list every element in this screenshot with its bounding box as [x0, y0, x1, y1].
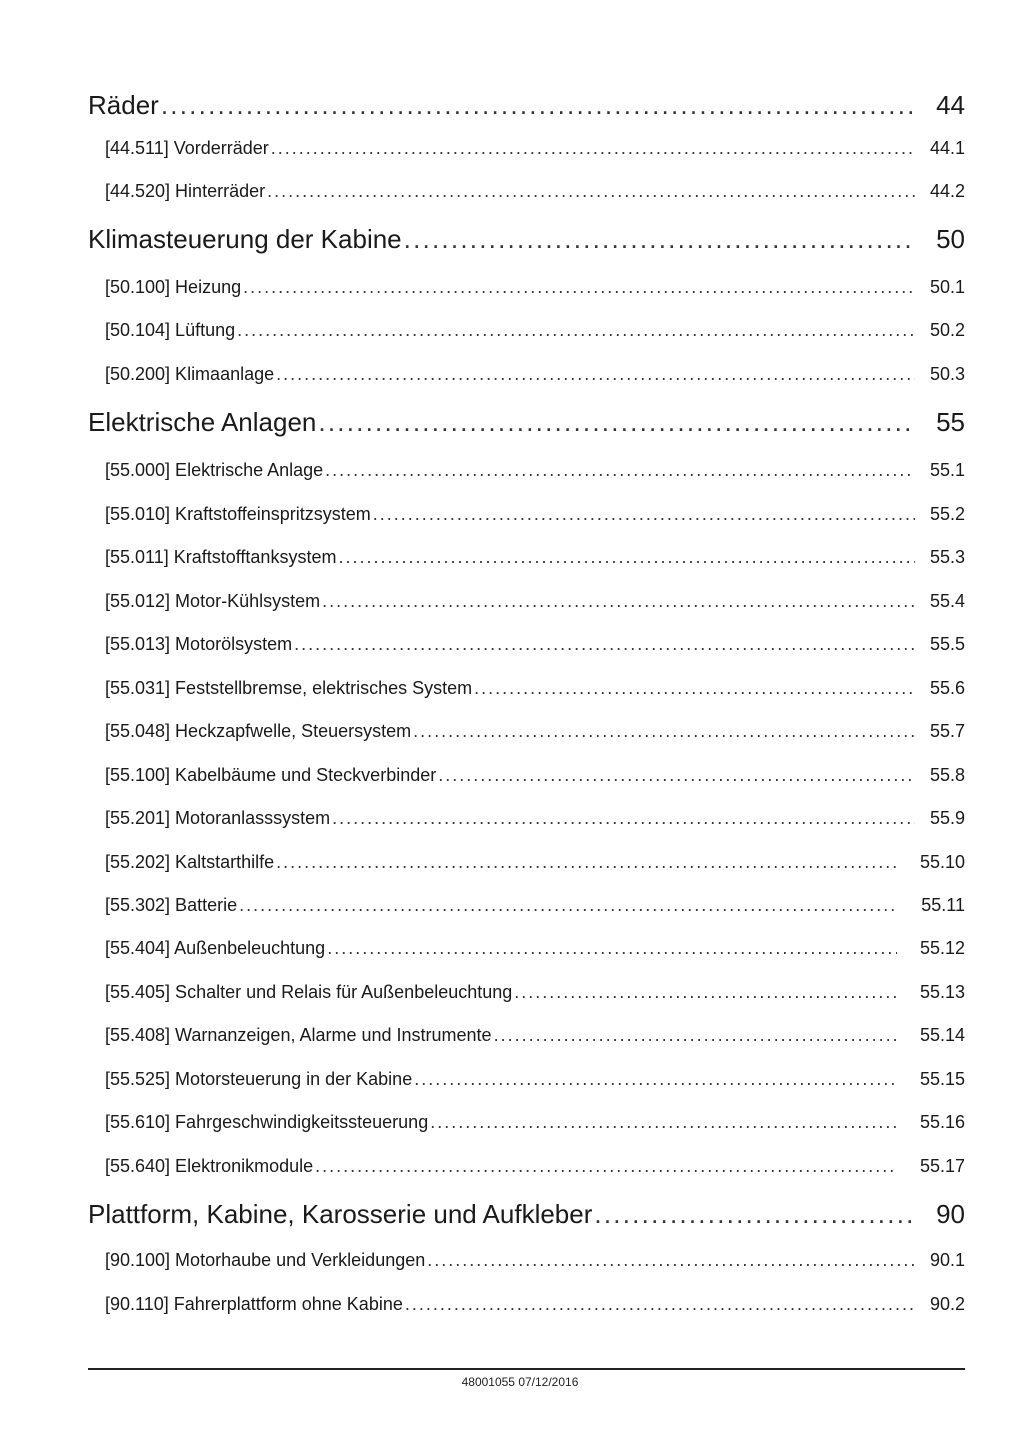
toc-page: 44.2 — [929, 181, 965, 201]
toc-label: [55.610] Fahrgeschwindigkeitssteuerung — [105, 1112, 429, 1132]
toc-page: 55.16 — [919, 1112, 965, 1132]
toc-label: [50.200] Klimaanlage — [105, 364, 275, 384]
toc-page: 55.3 — [929, 547, 965, 567]
toc-item[interactable] — [88, 547, 965, 568]
toc-leader-dots — [294, 634, 915, 655]
toc-label: [55.013] Motorölsystem — [105, 634, 293, 654]
footer-document-id: 48001055 07/12/2016 — [461, 1375, 579, 1389]
toc-page: 55.10 — [919, 852, 965, 872]
toc-leader-dots — [325, 460, 915, 481]
toc-section[interactable] — [88, 407, 965, 438]
toc-page: 55 — [936, 407, 965, 437]
toc-label: Plattform, Kabine, Karosserie und Aufkleber — [88, 1199, 593, 1229]
toc-leader-dots — [271, 138, 915, 159]
toc-section[interactable] — [88, 90, 965, 121]
toc-leader-dots — [474, 678, 915, 699]
toc-page: 44.1 — [929, 138, 965, 158]
toc-leader-dots — [237, 320, 915, 341]
toc-leader-dots — [405, 1294, 915, 1315]
toc-item[interactable] — [88, 1025, 965, 1046]
toc-item[interactable] — [88, 1250, 965, 1271]
toc-label: [50.100] Heizung — [105, 277, 242, 297]
toc-page: 55.2 — [929, 504, 965, 524]
toc-leader-dots — [276, 364, 915, 385]
toc-item[interactable] — [88, 320, 965, 341]
toc-label: Klimasteuerung der Kabine — [88, 224, 402, 254]
toc-section[interactable] — [88, 224, 965, 255]
toc-label: [90.100] Motorhaube und Verkleidungen — [105, 1250, 426, 1270]
toc-page: 55.6 — [929, 678, 965, 698]
toc-leader-dots — [413, 721, 915, 742]
toc-item[interactable] — [88, 364, 965, 385]
toc-page: 55.4 — [929, 591, 965, 611]
toc-label: [50.104] Lüftung — [105, 320, 236, 340]
toc-page: 44 — [936, 90, 965, 120]
toc-item[interactable] — [88, 1294, 965, 1315]
toc-label: [55.031] Feststellbremse, elektrisches System — [105, 678, 473, 698]
toc-label: [55.012] Motor-Kühlsystem — [105, 591, 321, 611]
toc-leader-dots — [438, 765, 915, 786]
toc-page: 55.9 — [929, 808, 965, 828]
toc-leader-dots — [414, 1069, 897, 1090]
toc-label: [55.640] Elektronikmodule — [105, 1156, 314, 1176]
toc-label: [44.520] Hinterräder — [105, 181, 266, 201]
toc-page: 90 — [936, 1199, 965, 1229]
toc-item[interactable] — [88, 982, 965, 1003]
toc-leader-dots — [514, 982, 897, 1003]
toc-item[interactable] — [88, 460, 965, 481]
toc-label: [90.110] Fahrerplattform ohne Kabine — [105, 1294, 403, 1314]
toc-item[interactable] — [88, 852, 965, 873]
toc-page: 50 — [936, 224, 965, 254]
toc-leader-dots — [430, 1112, 897, 1133]
toc-item[interactable] — [88, 504, 965, 525]
toc-page: 90.1 — [929, 1250, 965, 1270]
toc-label: [55.408] Warnanzeigen, Alarme und Instrumente — [105, 1025, 492, 1045]
toc-label: [55.201] Motoranlasssystem — [105, 808, 331, 828]
toc-item[interactable] — [88, 678, 965, 699]
toc-item[interactable] — [88, 1069, 965, 1090]
toc-leader-dots — [427, 1250, 915, 1271]
toc-item[interactable] — [88, 765, 965, 786]
toc-leader-dots — [338, 547, 915, 568]
toc-leader-dots — [318, 407, 915, 438]
toc-leader-dots — [373, 504, 915, 525]
toc-item[interactable] — [88, 721, 965, 742]
toc-leader-dots — [276, 852, 897, 873]
toc-label: [55.100] Kabelbäume und Steckverbinder — [105, 765, 437, 785]
toc-label: [44.511] Vorderräder — [105, 138, 269, 158]
toc-item[interactable] — [88, 181, 965, 202]
toc-leader-dots — [267, 181, 915, 202]
toc-label: [55.011] Kraftstofftanksystem — [105, 547, 337, 567]
toc-page: 55.12 — [919, 938, 965, 958]
toc-page: 55.13 — [919, 982, 965, 1002]
toc-page: 90.2 — [929, 1294, 965, 1314]
toc-page: 50.1 — [929, 277, 965, 297]
toc-leader-dots — [494, 1025, 897, 1046]
toc-item[interactable] — [88, 1156, 965, 1177]
toc-leader-dots — [594, 1199, 915, 1230]
toc-label: [55.202] Kaltstarthilfe — [105, 852, 275, 872]
toc-label: [55.000] Elektrische Anlage — [105, 460, 324, 480]
toc-label: [55.048] Heckzapfwelle, Steuersystem — [105, 721, 412, 741]
toc-label: [55.404] Außenbeleuchtung — [105, 938, 326, 958]
toc-leader-dots — [243, 277, 915, 298]
toc-label: [55.405] Schalter und Relais für Außenbeleuchtung — [105, 982, 513, 1002]
toc-label: Räder — [88, 90, 159, 120]
footer-divider — [88, 1368, 965, 1370]
toc-item[interactable] — [88, 138, 965, 159]
toc-section[interactable] — [88, 1199, 965, 1230]
toc-label: [55.302] Batterie — [105, 895, 238, 915]
toc-item[interactable] — [88, 277, 965, 298]
toc-page: 55.11 — [921, 895, 965, 915]
toc-item[interactable] — [88, 808, 965, 829]
toc-leader-dots — [315, 1156, 897, 1177]
toc-leader-dots — [327, 938, 897, 959]
toc-leader-dots — [332, 808, 915, 829]
toc-page: 50.2 — [929, 320, 965, 340]
toc-page: 55.17 — [919, 1156, 965, 1176]
toc-item[interactable] — [88, 895, 965, 916]
toc-leader-dots — [239, 895, 897, 916]
toc-page: 55.5 — [929, 634, 965, 654]
toc-item[interactable] — [88, 1112, 965, 1133]
toc-page: 50.3 — [929, 364, 965, 384]
toc-label: [55.010] Kraftstoffeinspritzsystem — [105, 504, 371, 524]
toc-leader-dots — [161, 90, 915, 121]
toc-leader-dots — [404, 224, 915, 255]
toc-page: 55.15 — [919, 1069, 965, 1089]
toc-page: 55.8 — [929, 765, 965, 785]
toc-page: 55.1 — [929, 460, 965, 480]
toc-page: 55.14 — [919, 1025, 965, 1045]
toc-label: Elektrische Anlagen — [88, 407, 317, 437]
toc-page: 55.7 — [929, 721, 965, 741]
toc-item[interactable] — [88, 634, 965, 655]
toc-item[interactable] — [88, 938, 965, 959]
toc-item[interactable] — [88, 591, 965, 612]
toc-label: [55.525] Motorsteuerung in der Kabine — [105, 1069, 413, 1089]
toc-leader-dots — [322, 591, 915, 612]
